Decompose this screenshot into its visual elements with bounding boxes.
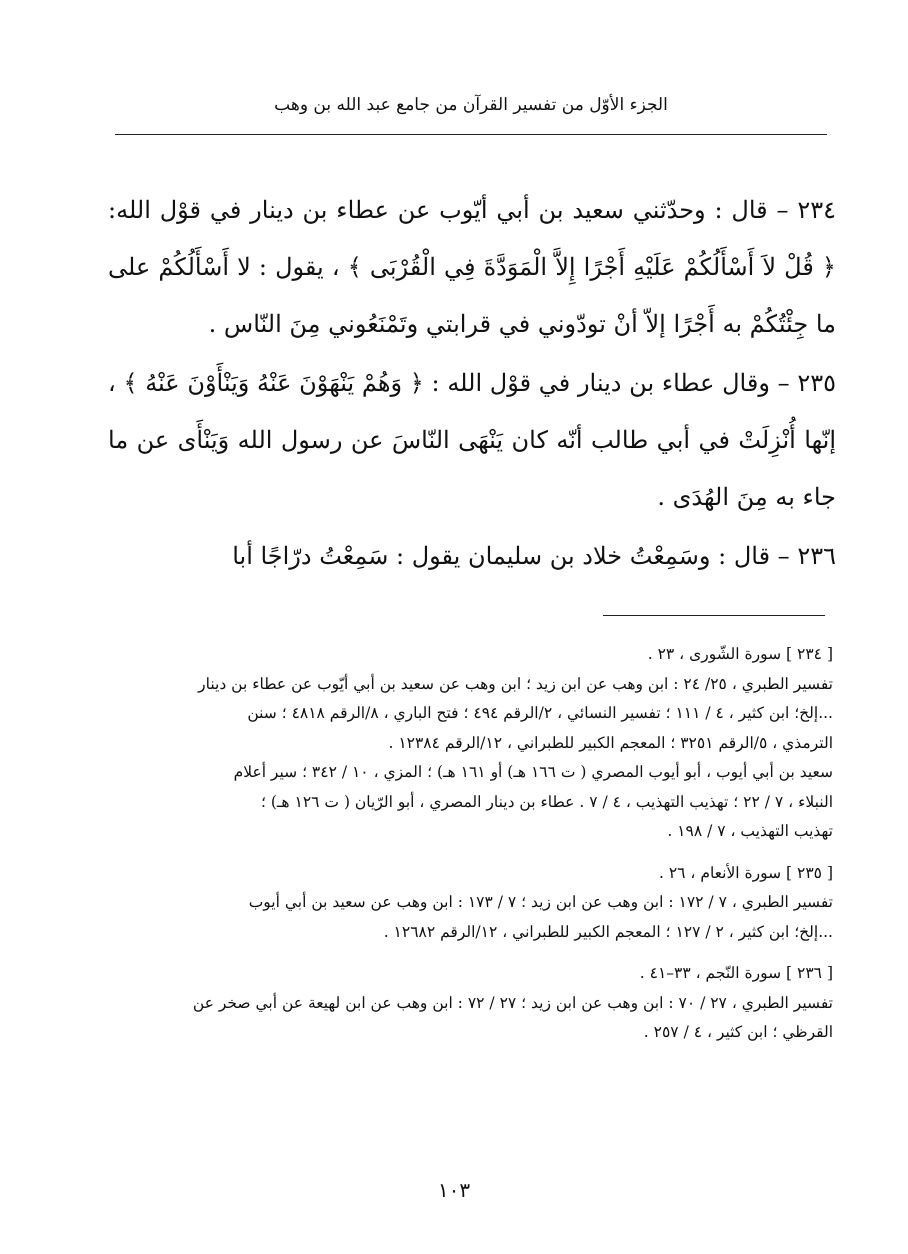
footnote-line: [ ٢٣٦ ] سورة النّجم ، ٣٣–٤١ . xyxy=(639,964,833,982)
footnote-line: القرظي ؛ ابن كثير ، ٤ / ٢٥٧ . xyxy=(643,1023,833,1041)
paragraph-text: – وقال عطاء بن دينار في قوْل الله : ﴿ وَهُمْ يَنْهَوْنَ عَنْهُ وَيَنْأَوْنَ عَنْهُ ﴾ ، إنّها أُنْزِلَتْ في أبي طالب أنّه كان يَنْهَى النّاسَ عن رسول الله وَيَنْأَى عن ما جاء به مِنَ الهُدَى . xyxy=(108,369,836,511)
footnote-divider xyxy=(603,615,825,616)
paragraph-234 xyxy=(108,182,836,353)
page-number: ١٠٣ xyxy=(437,1178,471,1202)
footnote-line: النبلاء ، ٧ / ٢٢ ؛ تهذيب التهذيب ، ٤ / ٧ . عطاء بن دينار المصري ، أبو الرّيان ( ت ١٢٦ هـ) ؛ xyxy=(260,792,833,811)
paragraph-236 xyxy=(108,528,836,585)
footnote-line: سعيد بن أبي أيوب ، أبو أيوب المصري ( ت ١٦٦ هـ) أو ١٦١ هـ) ؛ المزي ، ١٠ / ٣٤٢ ؛ سير أعلام xyxy=(233,763,833,781)
footnote-line: الترمذي ، ٥/الرقم ٣٢٥١ ؛ المعجم الكبير للطبراني ، ١٢/الرقم ١٢٣٨٤ . xyxy=(388,733,833,752)
footnote-line: [ ٢٣٤ ] سورة الشّورى ، ٢٣ . xyxy=(647,645,833,663)
header-divider xyxy=(115,134,827,135)
paragraph-number: ٢٣٤ xyxy=(797,196,836,224)
footnote-line: تفسير الطبري ، ٧ / ١٧٢ : ابن وهب عن ابن زيد ؛ ٧ / ١٧٣ : ابن وهب عن سعيد بن أبي أيوب xyxy=(248,893,833,911)
footnote-line: [ ٢٣٥ ] سورة الأنعام ، ٢٦ . xyxy=(658,863,833,882)
footnote-236 xyxy=(108,959,833,1048)
footnotes xyxy=(108,640,833,1060)
footnote-line: ...إلخ؛ ابن كثير ، ٤ / ١١١ ؛ تفسير النسائي ، ٢/الرقم ٤٩٤ ؛ فتح الباري ، ٨/الرقم ٤٨١٨ ؛ سنن xyxy=(247,704,833,722)
paragraph-235 xyxy=(108,355,836,526)
paragraph-number: ٢٣٦ xyxy=(797,542,836,570)
main-text xyxy=(108,182,836,585)
footnote-234 xyxy=(108,640,833,847)
paragraph-number: ٢٣٥ xyxy=(797,369,836,397)
footnote-235 xyxy=(108,859,833,948)
paragraph-text: – قال : وحدّثني سعيد بن أبي أيّوب عن عطاء بن دينار في قوْل الله: ﴿ قُلْ لاَ أَسْأَلُكُمْ عَلَيْهِ أَجْرًا إِلاَّ الْمَوَدَّةَ فِي الْقُرْبَى ﴾ ، يقول : لا أَسْأَلُكُمْ على ما جِئْتُكُمْ به أَجْرًا إلاّ أنْ تودّوني في قرابتي وتَمْنَعُوني مِنَ النّاس . xyxy=(108,196,836,338)
footnote-line: تفسير الطبري ، ٢٥/ ٢٤ : ابن وهب عن ابن زيد ؛ ابن وهب عن سعيد بن أبي أيّوب عن عطاء بن دينار xyxy=(198,674,833,693)
footnote-line: تهذيب التهذيب ، ٧ / ١٩٨ . xyxy=(667,822,833,840)
paragraph-text: – قال : وسَمِعْتُ خلاد بن سليمان يقول : سَمِعْتُ درّاجًا أبا xyxy=(232,542,790,570)
footnote-line: تفسير الطبري ، ٢٧ / ٧٠ : ابن وهب عن ابن زيد ؛ ٢٧ / ٧٢ : ابن وهب عن ابن لهيعة عن أبي صخر عن xyxy=(192,993,833,1012)
footnote-line: ...إلخ؛ ابن كثير ، ٢ / ١٢٧ ؛ المعجم الكبير للطبراني ، ١٢/الرقم ١٢٦٨٢ . xyxy=(383,922,833,941)
page-header: الجزء الأوّل من تفسير القرآن من جامع عبد الله بن وهب xyxy=(274,95,668,115)
